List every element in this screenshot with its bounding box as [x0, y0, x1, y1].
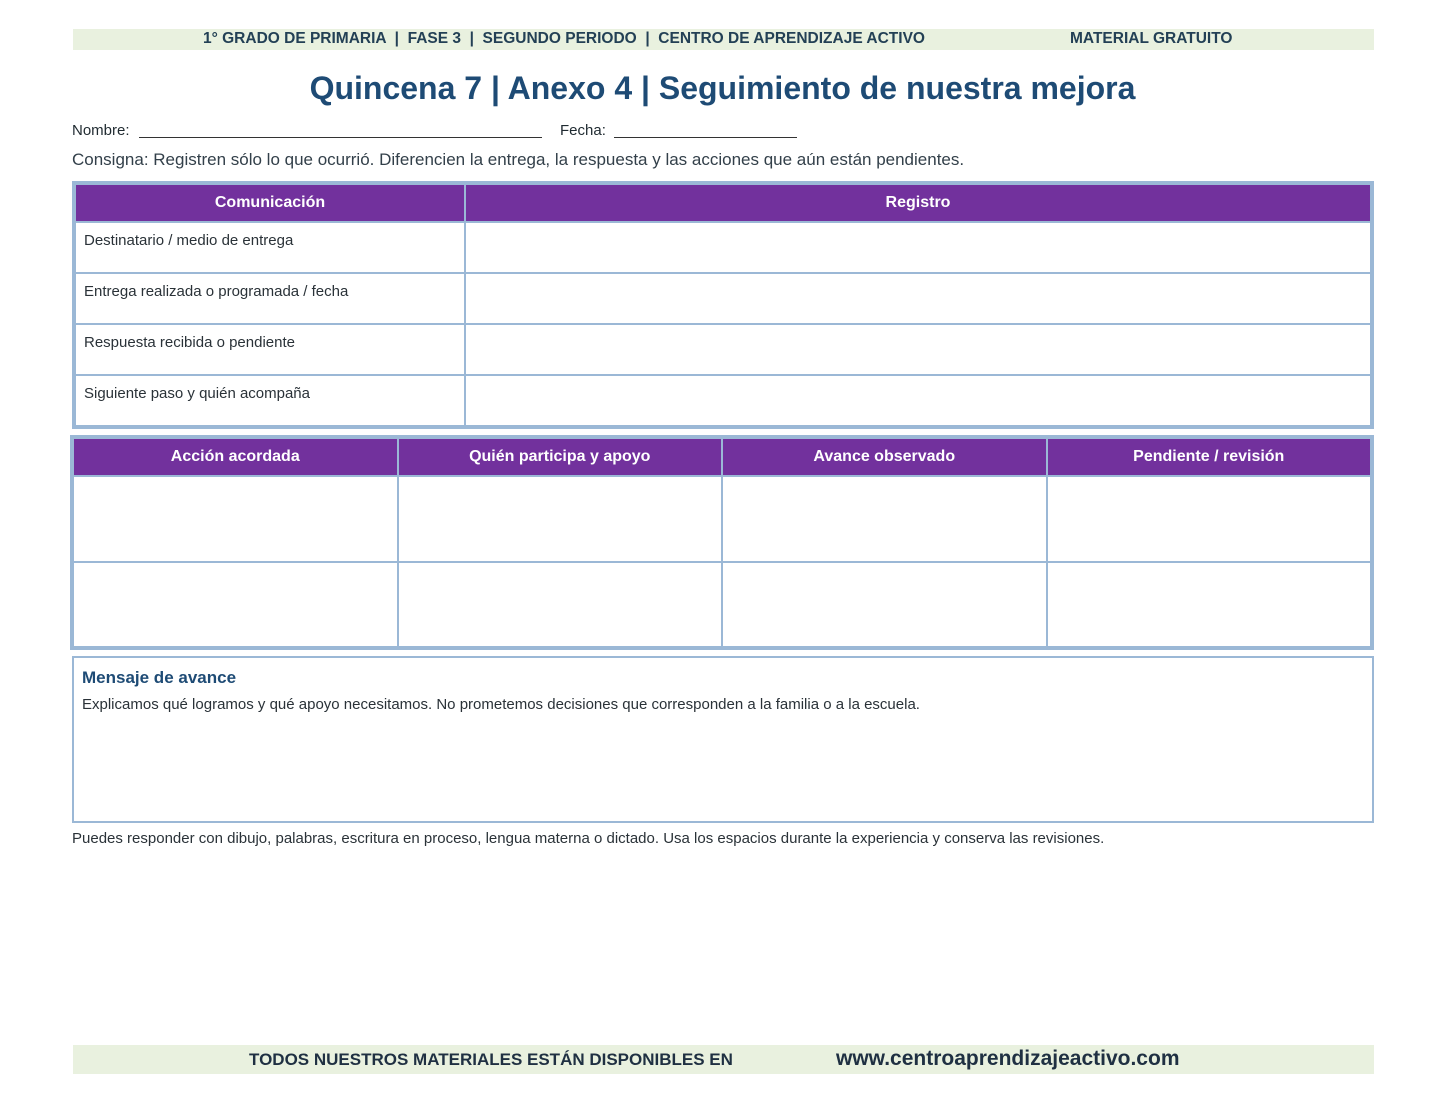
registro-cell[interactable]: [465, 324, 1371, 375]
participant-cell[interactable]: [398, 562, 723, 648]
footer-bar: [73, 1045, 1374, 1074]
message-text: Explicamos qué logramos y qué apoyo necesitamos. No prometemos decisiones que corresponden a la familia o a la escuela.: [82, 696, 920, 713]
header-comunicacion: Comunicación: [75, 184, 465, 222]
progress-cell[interactable]: [722, 562, 1047, 648]
row-label: Entrega realizada o programada / fecha: [75, 273, 465, 324]
date-field[interactable]: [614, 137, 797, 138]
message-title: Mensaje de avance: [82, 668, 237, 687]
header-registro: Registro: [465, 184, 1371, 222]
header-accion-acordada: Acción acordada: [73, 438, 398, 476]
progress-cell[interactable]: [722, 476, 1047, 562]
header-quien-participa: Quién participa y apoyo: [398, 438, 723, 476]
action-cell[interactable]: [73, 476, 398, 562]
row-label: Respuesta recibida o pendiente: [75, 324, 465, 375]
action-cell[interactable]: [73, 562, 398, 648]
footnote: Puedes responder con dibujo, palabras, escritura en proceso, lengua materna o dictado. Usa los espacios durante la experiencia y conserva las revisiones.: [72, 830, 1105, 847]
pending-cell[interactable]: [1047, 476, 1372, 562]
name-label: Nombre:: [72, 122, 130, 139]
footer-url[interactable]: www.centroaprendizajeactivo.com: [836, 1047, 1180, 1070]
row-label: Siguiente paso y quién acompaña: [75, 375, 465, 426]
table-row: [75, 375, 1371, 426]
header-pendiente-revision: Pendiente / revisión: [1047, 438, 1372, 476]
free-material-label: MATERIAL GRATUITO: [1070, 30, 1233, 47]
actions-table: [70, 435, 1374, 650]
footer-text: TODOS NUESTROS MATERIALES ESTÁN DISPONIBLES EN: [249, 1050, 733, 1069]
date-label: Fecha:: [560, 122, 606, 139]
header-bar: [73, 29, 1374, 50]
header-avance-observado: Avance observado: [722, 438, 1047, 476]
registro-cell[interactable]: [465, 222, 1371, 273]
table-row: [75, 324, 1371, 375]
instruction-text: Consigna: Registren sólo lo que ocurrió. Diferencien la entrega, la respuesta y las acciones que aún están pendientes.: [72, 150, 965, 169]
grade-info: 1° GRADO DE PRIMARIA | FASE 3 | SEGUNDO PERIODO | CENTRO DE APRENDIZAJE ACTIVO: [203, 30, 925, 47]
communication-table: [72, 181, 1374, 429]
registro-cell[interactable]: [465, 375, 1371, 426]
registro-cell[interactable]: [465, 273, 1371, 324]
name-field[interactable]: [139, 137, 542, 138]
row-label: Destinatario / medio de entrega: [75, 222, 465, 273]
pending-cell[interactable]: [1047, 562, 1372, 648]
page-title: Quincena 7 | Anexo 4 | Seguimiento de nuestra mejora: [309, 70, 1136, 106]
table-row: [73, 562, 1371, 648]
message-box[interactable]: [72, 656, 1374, 823]
table-row: [75, 222, 1371, 273]
participant-cell[interactable]: [398, 476, 723, 562]
table-row: [75, 273, 1371, 324]
table-row: [73, 476, 1371, 562]
